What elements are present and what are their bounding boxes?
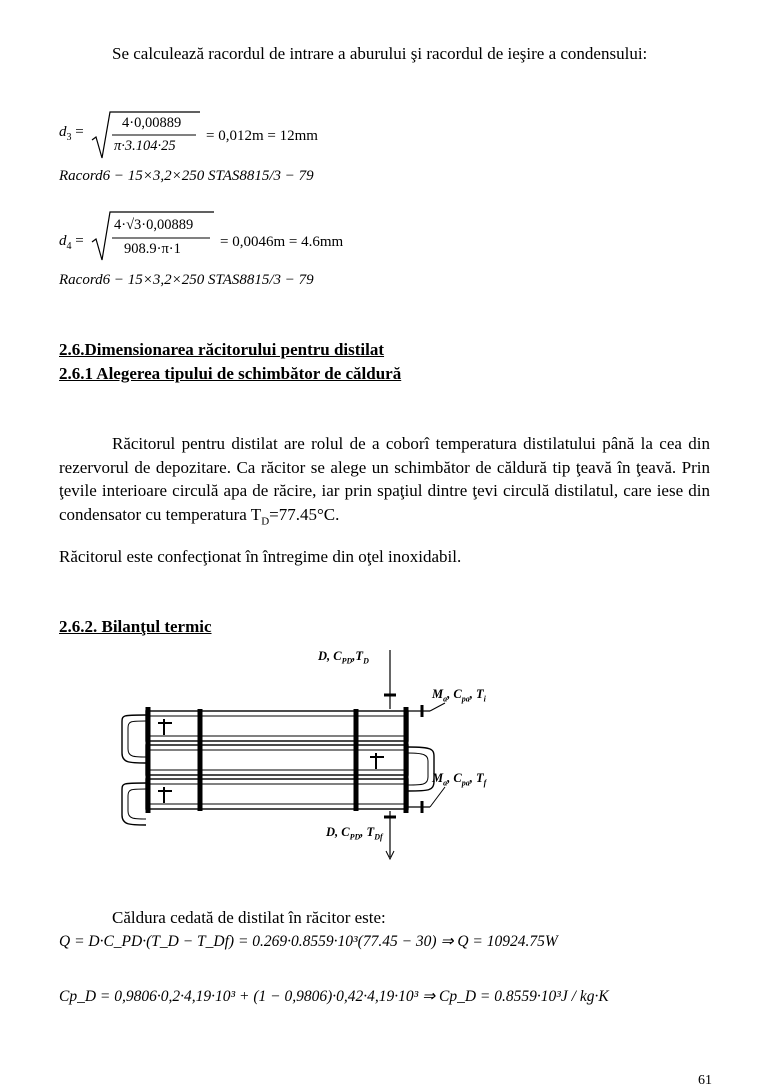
label-water-in: $M_a$, $C_{pa}$, $T_i$ [432, 687, 486, 704]
d4-racord: Racord6 − 15×3,2×250 STAS8815/3 − 79 [59, 272, 314, 288]
heat-equation: Q = D·C_PD·(T_D − T_Df) = 0.269·0.8559·10³(77.45 − 30) ⇒ Q = 10924.75W [59, 933, 558, 950]
heat-intro: Căldura cedată de distilat în răcitor este: [112, 908, 386, 927]
label-distillate-in: D, $C_{PD},T_D$ [318, 649, 369, 666]
d4-denominator: 908.9·π·1 [124, 241, 181, 257]
racitor-paragraph: Răcitorul pentru distilat are rolul de a coborî temperatura distilatului până la cea din rezervorul de depozitare. Ca răcitor se alege un schimbător de căldură tip ţeavă în ţeavă. Prin ţevile interioare circulă apa de răcire, iar prin spaţiul dintre ţevi circulă distilatul, care iese din condensator cu temperatura $T_D=77.45^\circ C$. [59, 434, 710, 527]
label-water-out: $M_a$, $C_{pa}$, $T_f$ [432, 771, 487, 788]
material-line: Răcitorul este confecţionat în întregime din oţel inoxidabil. [59, 547, 462, 566]
section-heading: 2.6.Dimensionarea răcitorului pentru distilat [59, 340, 385, 359]
cp-equation: Cp_D = 0,9806·0,2·4,19·10³ + (1 − 0,9806)·0,42·4,19·10³ ⇒ Cp_D = 0.8559·10³J / kg·K [59, 988, 609, 1005]
label-distillate-out: D, $C_{PD}$, $T_{Df}$ [326, 825, 383, 842]
page-number: 61 [698, 1073, 712, 1088]
subsection-heading-bilant: 2.6.2. Bilanţul termic [59, 617, 212, 636]
heat-exchanger-drawing [100, 645, 520, 865]
d3-denominator: π·3.104·25 [114, 138, 176, 154]
intro-paragraph: Se calculează racordul de intrare a aburului şi racordul de ieşire a condensului: [112, 44, 648, 63]
d3-sqrt [92, 110, 202, 162]
d4-result: = 0,0046m = 4.6mm [220, 234, 344, 250]
d4-equation: $d_4$ = [59, 233, 84, 252]
d3-numerator: 4·0,00889 [122, 115, 182, 131]
heat-exchanger-diagram [100, 645, 520, 865]
d3-result: = 0,012m = 12mm [206, 128, 318, 144]
d4-sqrt [92, 210, 217, 264]
d4-numerator: 4·√3·0,00889 [114, 217, 194, 233]
subsection-heading: 2.6.1 Alegerea tipului de schimbător de căldură [59, 364, 402, 383]
d3-racord: Racord6 − 15×3,2×250 STAS8815/3 − 79 [59, 168, 314, 184]
d3-equation: $d_3$ = [59, 124, 84, 143]
